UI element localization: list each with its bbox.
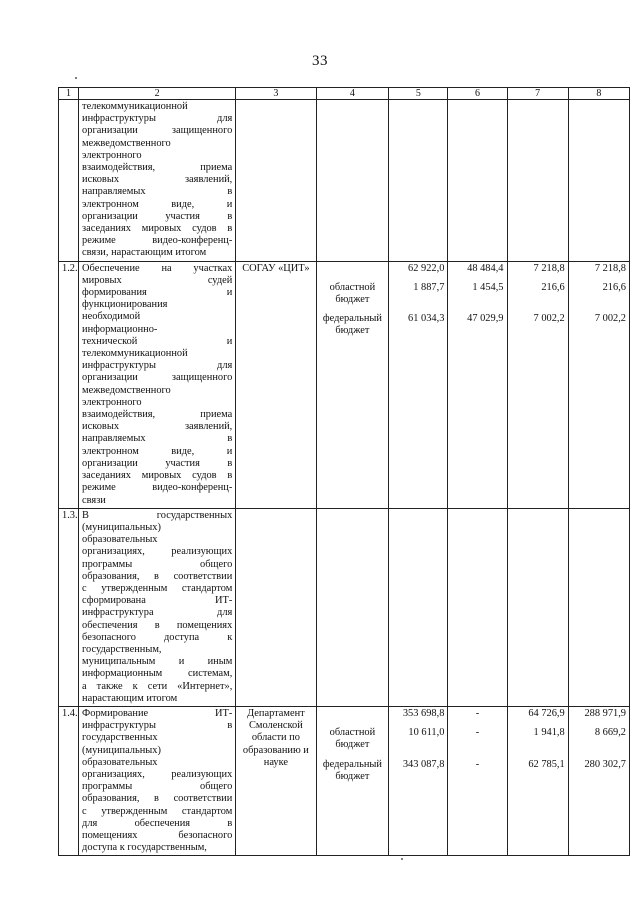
table-row <box>59 508 630 706</box>
description-line: муниципальным и иным <box>82 656 233 668</box>
description-line: информационным системам, <box>82 668 233 680</box>
executor-cell <box>236 508 316 706</box>
description-cell <box>79 100 236 262</box>
description-line: межведомственного <box>82 137 171 149</box>
amount-cell <box>389 508 448 706</box>
funding-source-cell <box>316 100 389 262</box>
executor-cell <box>236 261 316 508</box>
amount-cell <box>507 706 568 855</box>
description-line: необходимой <box>82 311 141 323</box>
description-line: направляемых в <box>82 433 233 445</box>
description-line: информационно- <box>82 323 158 335</box>
funding-source <box>320 708 386 720</box>
description-line: образования, в соответствии <box>82 570 233 582</box>
amount-value: 1 454,5 <box>472 281 504 293</box>
description-line: (муниципальных) <box>82 744 161 756</box>
amount-value: 62 922,0 <box>408 262 445 274</box>
description-line: взаимодействия, приема <box>82 409 233 421</box>
amount-value: 7 218,8 <box>533 262 565 274</box>
amount-value: 47 029,9 <box>467 313 504 325</box>
table-body <box>59 100 630 856</box>
item-number: 1.3. <box>62 509 78 521</box>
description-line: электронного <box>82 149 142 161</box>
description-line: а также к сети «Интернет», <box>82 680 233 692</box>
funding-source-cell <box>316 261 389 508</box>
funding-source: областной бюджет <box>329 727 376 751</box>
scan-speck <box>75 77 77 79</box>
amount-value: 1 887,7 <box>413 281 445 293</box>
table-row <box>59 261 630 508</box>
description-line: исковых заявлений, <box>82 421 233 433</box>
description-line: инфраструктуры для <box>82 113 233 125</box>
description-line: технической и <box>82 335 233 347</box>
amount-value: 7 218,8 <box>594 262 626 274</box>
executor-cell <box>236 706 316 855</box>
executor-name: Департамент Смоленской области по образованию и науке <box>242 707 309 768</box>
description-line: электронном виде, и <box>82 445 233 457</box>
amount-value: 7 002,2 <box>533 313 565 325</box>
amount-cell <box>568 100 629 262</box>
amount-value: 7 002,2 <box>594 313 626 325</box>
funding-source: федеральный бюджет <box>322 313 382 337</box>
program-table <box>58 87 630 856</box>
funding-source: областной бюджет <box>329 281 376 306</box>
executor-cell <box>236 100 316 262</box>
description-line: инфраструктуры в <box>82 720 233 732</box>
description-line: образовательных <box>82 756 158 768</box>
column-number-row <box>59 88 630 100</box>
description-line: организациях, реализующих <box>82 546 233 558</box>
column-header: 5 <box>389 88 448 100</box>
table-row <box>59 706 630 855</box>
description-line: функционирования <box>82 299 168 311</box>
amount-cell <box>507 508 568 706</box>
description-line: связи, нарастающим итогом <box>82 247 207 259</box>
description-line: государственным, <box>82 643 162 655</box>
amount-cell <box>507 261 568 508</box>
description-line: образовательных <box>82 534 158 546</box>
description-line: организации участия в <box>82 457 233 469</box>
description-line: доступа к государственным, <box>82 842 207 854</box>
column-header: 6 <box>448 88 507 100</box>
description-line: режиме видео-конференц- <box>82 235 233 247</box>
amount-value: 216,6 <box>541 281 565 293</box>
funding-source <box>320 263 386 275</box>
amount-value: 62 785,1 <box>528 758 565 770</box>
amount-value: 288 971,9 <box>584 707 626 719</box>
column-header: 2 <box>79 88 236 100</box>
description-line: (муниципальных) <box>82 521 161 533</box>
executor-name: СОГАУ «ЦИТ» <box>242 262 310 274</box>
page-number: 33 <box>312 53 328 69</box>
amount-cell <box>448 508 507 706</box>
amount-value: 353 698,8 <box>402 707 445 719</box>
amount-value: 61 034,3 <box>408 313 445 325</box>
description-line: нарастающим итогом <box>82 692 178 704</box>
amount-cell <box>568 508 629 706</box>
description-line: режиме видео-конференц- <box>82 482 233 494</box>
description-line: формирования и <box>82 287 233 299</box>
amount-value: - <box>475 758 480 770</box>
description-line: мировых судей <box>82 274 233 286</box>
description-cell <box>79 261 236 508</box>
description-line: телекоммуникационной <box>82 348 188 360</box>
amount-cell <box>568 261 629 508</box>
item-number: 1.4. <box>62 707 78 719</box>
description-line: программы общего <box>82 781 233 793</box>
item-number: 1.2. <box>62 262 78 274</box>
column-header: 7 <box>507 88 568 100</box>
amount-value: 1 941,8 <box>533 727 565 739</box>
amount-value: 10 611,0 <box>408 727 445 739</box>
description-line: инфраструктуры для <box>82 360 233 372</box>
amount-cell <box>507 100 568 262</box>
item-number-cell <box>59 706 79 855</box>
description-line: с утвержденным стандартом <box>82 805 233 817</box>
amount-cell <box>448 100 507 262</box>
description-line: организации защищенного <box>82 125 233 137</box>
description-line: связи <box>82 494 106 506</box>
description-line: с утвержденным стандартом <box>82 582 233 594</box>
table-row <box>59 100 630 262</box>
amount-cell <box>389 100 448 262</box>
description-line: помещениях безопасного <box>82 829 233 841</box>
amount-value: 216,6 <box>602 281 626 293</box>
item-number-cell <box>59 261 79 508</box>
item-number-cell <box>59 100 79 262</box>
item-number-cell <box>59 508 79 706</box>
description-line: исковых заявлений, <box>82 174 233 186</box>
description-line: организации защищенного <box>82 372 233 384</box>
amount-value: 64 726,9 <box>528 707 565 719</box>
column-header: 8 <box>568 88 629 100</box>
description-line: заседаниях мировых судов в <box>82 470 233 482</box>
description-line: Формирование ИТ- <box>82 707 233 719</box>
funding-source: федеральный бюджет <box>322 758 382 782</box>
description-cell <box>79 706 236 855</box>
description-line: электронного <box>82 396 142 408</box>
amount-value: - <box>475 727 480 739</box>
description-line: организации участия в <box>82 210 233 222</box>
description-line: инфраструктура для <box>82 607 233 619</box>
description-line: обеспечения в помещениях <box>82 619 233 631</box>
description-line: Обеспечение на участках <box>82 262 233 274</box>
scan-speck <box>401 858 403 860</box>
amount-cell <box>389 261 448 508</box>
description-line: безопасного доступа к <box>82 631 233 643</box>
column-header: 4 <box>316 88 389 100</box>
description-line: государственных <box>82 732 158 744</box>
description-line: для обеспечения в <box>82 817 233 829</box>
description-line: заседаниях мировых судов в <box>82 223 233 235</box>
amount-cell <box>568 706 629 855</box>
amount-value: 48 484,4 <box>467 262 504 274</box>
amount-value: 343 087,8 <box>402 758 445 770</box>
description-line: В государственных <box>82 509 233 521</box>
amount-value: - <box>475 707 480 719</box>
description-line: межведомственного <box>82 384 171 396</box>
column-header: 3 <box>236 88 316 100</box>
column-header: 1 <box>59 88 79 100</box>
description-line: взаимодействия, приема <box>82 162 233 174</box>
description-line: образования, в соответствии <box>82 793 233 805</box>
description-line: программы общего <box>82 558 233 570</box>
description-line: сформирована ИТ- <box>82 595 233 607</box>
amount-value: 8 669,2 <box>594 727 626 739</box>
amount-value: 280 302,7 <box>584 758 626 770</box>
description-line: электронном виде, и <box>82 198 233 210</box>
description-cell <box>79 508 236 706</box>
funding-source-cell <box>316 706 389 855</box>
amount-cell <box>389 706 448 855</box>
description-line: направляемых в <box>82 186 233 198</box>
amount-cell <box>448 706 507 855</box>
description-line: телекоммуникационной <box>82 101 188 112</box>
amount-cell <box>448 261 507 508</box>
description-line: организациях, реализующих <box>82 768 233 780</box>
funding-source-cell <box>316 508 389 706</box>
